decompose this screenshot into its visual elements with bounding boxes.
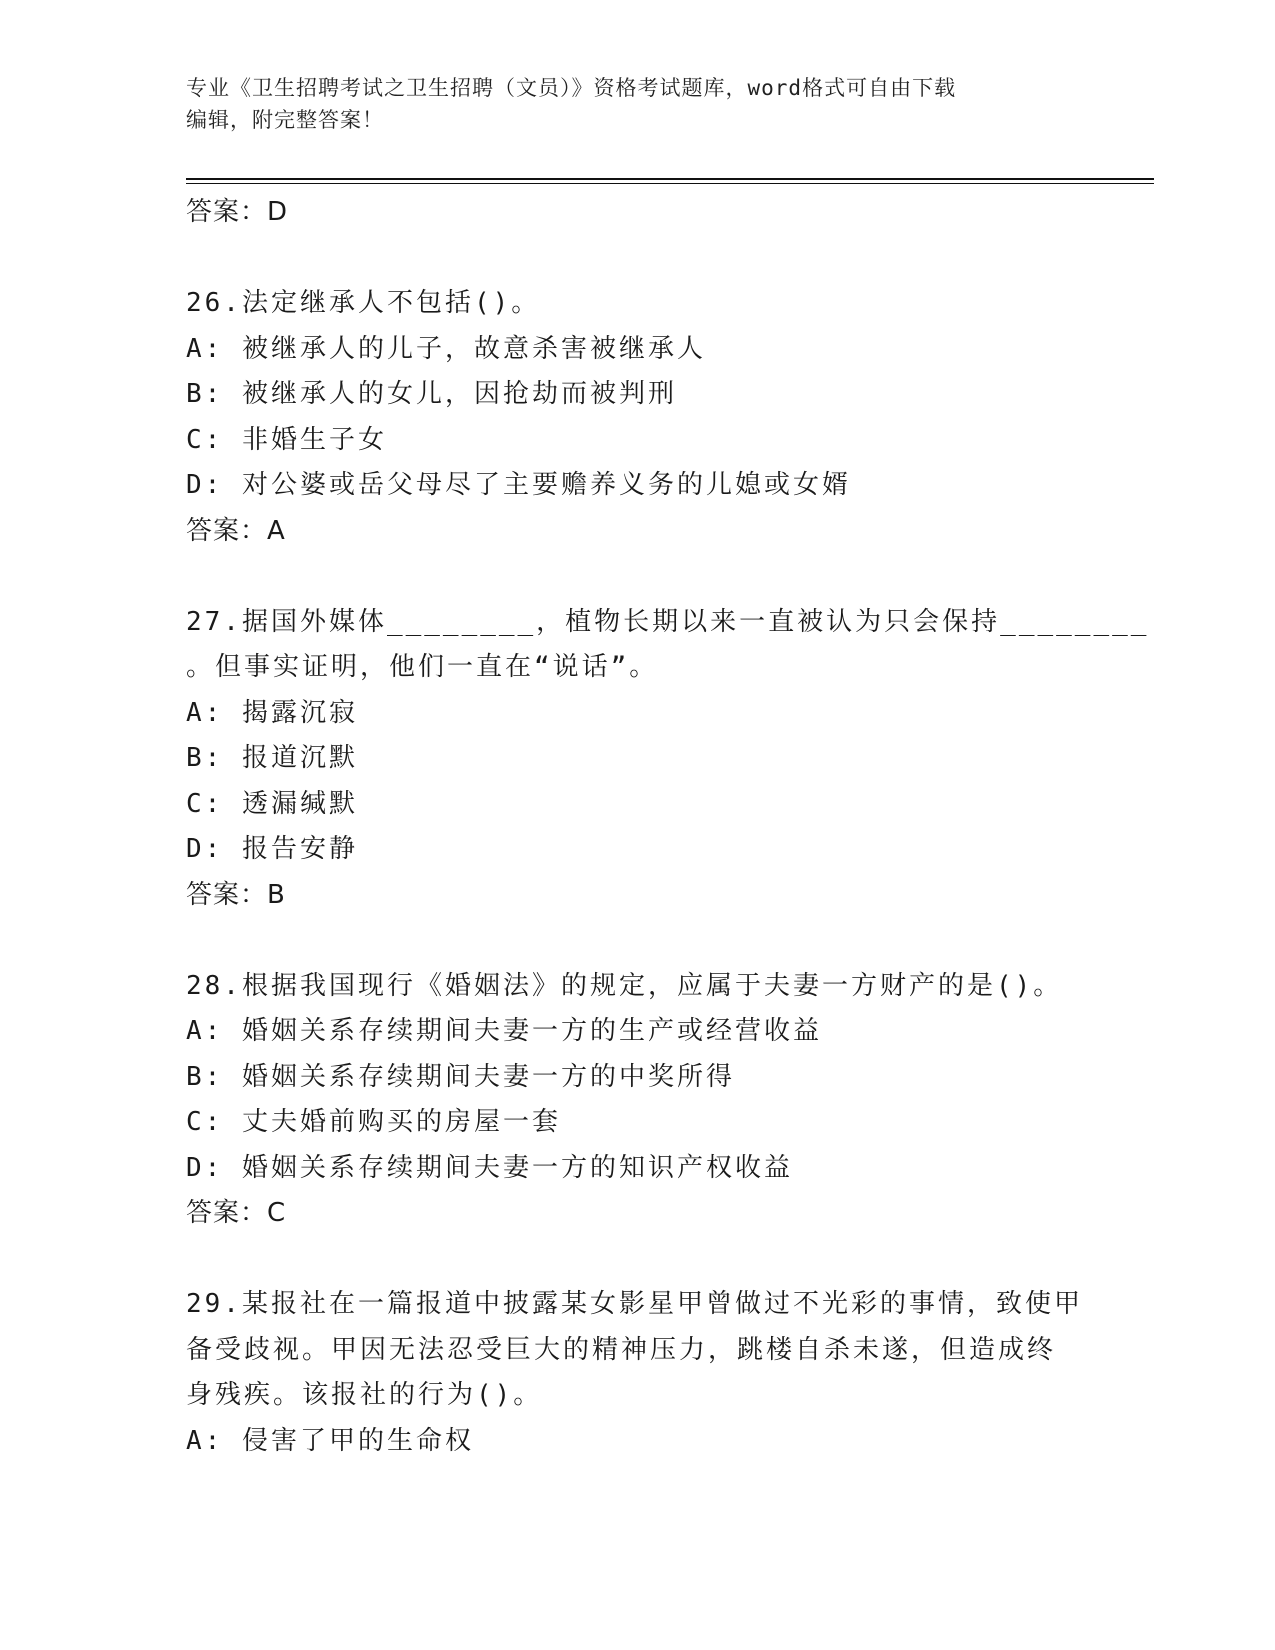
question-stem-continued: 备受歧视。甲因无法忍受巨大的精神压力，跳楼自杀未遂，但造成终 [186,1334,1057,1365]
option-d: D: 对公婆或岳父母尽了主要赡养义务的儿媳或女婿 [186,470,851,500]
question-26 [186,281,1086,554]
option-c: C: 非婚生子女 [186,424,387,455]
header-divider-thick [186,178,1154,180]
question-stem-continued: 身残疾。该报社的行为()。 [186,1380,543,1410]
question-list [186,190,1150,1464]
option-c: C: 丈夫婚前购买的房屋一套 [186,1107,561,1137]
question-stem-continued: 。但事实证明，他们一直在“说话”。 [186,652,659,682]
option-b: B: 被继承人的女儿，因抢劫而被判刑 [186,379,677,409]
spacer [186,554,1086,600]
option-a: A: 侵害了甲的生命权 [186,1425,474,1456]
header-line-2: 编辑，附完整答案！ [186,108,384,132]
option-a: A: 揭露沉寂 [186,697,358,728]
answer-line: 答案：A [186,515,286,546]
question-27 [186,600,1150,919]
question-29 [186,1282,1086,1464]
option-a: A: 婚姻关系存续期间夫妻一方的生产或经营收益 [186,1016,822,1046]
previous-answer: 答案：D [186,197,289,227]
question-stem: 26.法定继承人不包括()。 [186,288,541,318]
spacer [186,236,1086,282]
header-line-1: 专业《卫生招聘考试之卫生招聘（文员）》资格考试题库，word格式可自由下载 [186,76,957,100]
question-stem: 27.据国外媒体________，植物长期以来一直被认为只会保持________ [186,606,1150,637]
option-b: B: 报道沉默 [186,743,358,773]
answer-line: 答案：C [186,1198,287,1228]
option-c: C: 透漏缄默 [186,788,358,819]
question-stem: 28.根据我国现行《婚姻法》的规定，应属于夫妻一方财产的是()。 [186,970,1063,1001]
spacer [186,1237,1086,1283]
question-28 [186,964,1086,1237]
option-a: A: 被继承人的儿子，故意杀害被继承人 [186,333,706,364]
spacer [186,918,1086,964]
question-stem: 29.某报社在一篇报道中披露某女影星甲曾做过不光彩的事情，致使甲 [186,1289,1083,1319]
option-d: D: 婚姻关系存续期间夫妻一方的知识产权收益 [186,1152,793,1183]
header-divider-thin [186,183,1154,184]
option-b: B: 婚姻关系存续期间夫妻一方的中奖所得 [186,1061,735,1092]
option-d: D: 报告安静 [186,834,358,864]
answer-line: 答案：B [186,879,286,910]
document-header [186,72,1066,136]
